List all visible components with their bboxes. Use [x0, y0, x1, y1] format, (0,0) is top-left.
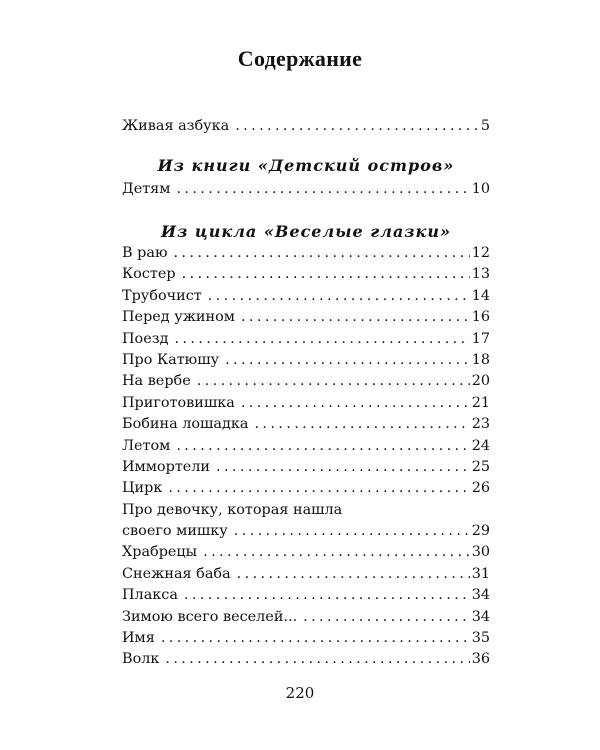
- entry-title: Имя: [122, 630, 155, 647]
- entry-page: 34: [471, 587, 490, 604]
- toc-entry: [122, 243, 490, 264]
- dot-leader: [182, 264, 470, 285]
- dot-leader: [235, 116, 479, 137]
- toc-entry: [122, 585, 490, 606]
- dot-leader: [225, 350, 470, 371]
- dot-leader: [176, 179, 469, 200]
- entry-page: 30: [471, 544, 490, 561]
- entry-page: 31: [471, 565, 490, 582]
- dot-leader: [168, 478, 469, 499]
- section-entries: [122, 243, 490, 671]
- entry-page: 18: [471, 351, 490, 368]
- entry-title: Летом: [122, 437, 171, 454]
- entry-page: 17: [471, 330, 490, 347]
- toc-entry: [122, 436, 490, 457]
- entry-title: Иммортели: [122, 458, 211, 475]
- toc-entry: [122, 542, 490, 563]
- page-number: 220: [285, 684, 315, 702]
- entry-title: Снежная баба: [122, 565, 231, 582]
- toc-entry: [122, 371, 490, 392]
- entry-title: своего мишку: [122, 523, 228, 540]
- toc-entry: [122, 307, 490, 328]
- toc-entry: [122, 521, 490, 542]
- entry-page: 26: [471, 480, 490, 497]
- entry-page: 5: [480, 118, 490, 134]
- dot-leader: [174, 329, 469, 350]
- entry-page: 29: [471, 523, 490, 540]
- dot-leader: [237, 564, 470, 585]
- entry-page: 36: [471, 651, 490, 668]
- entry-title: Цирк: [122, 480, 163, 497]
- entry-title: Зимою всего веселей...: [122, 608, 298, 625]
- toc-entry: [122, 286, 490, 307]
- toc-entry: [122, 414, 490, 435]
- toc-entry: [122, 564, 490, 585]
- toc-entry: [122, 329, 490, 350]
- section-entries: [122, 179, 490, 200]
- entry-page: 14: [471, 287, 490, 304]
- toc-entry: [122, 264, 490, 285]
- entry-title: Трубочист: [122, 287, 202, 304]
- entry-title: Бобина лошадка: [122, 416, 249, 433]
- toc-entry-group: [122, 116, 490, 137]
- entry-page: 25: [471, 458, 490, 475]
- entry-title: Перед ужином: [122, 309, 235, 326]
- entry-title: Приготовишка: [122, 394, 235, 411]
- entry-title: Плакса: [122, 587, 178, 604]
- entry-page: 23: [471, 416, 490, 433]
- dot-leader: [161, 628, 470, 649]
- entry-page: 21: [471, 394, 490, 411]
- toc-entry: [122, 649, 490, 670]
- toc-entry: [122, 116, 490, 137]
- entry-title: Храбрецы: [122, 544, 198, 561]
- dot-leader: [176, 436, 469, 457]
- dot-leader: [234, 521, 470, 542]
- toc-entry: [122, 478, 490, 499]
- dot-leader: [303, 607, 470, 628]
- entry-page: 16: [471, 309, 490, 326]
- dot-leader: [254, 414, 469, 435]
- entry-title: На вербе: [122, 373, 191, 390]
- dot-leader: [216, 457, 470, 478]
- entry-page: 13: [471, 266, 490, 283]
- dot-leader: [184, 585, 470, 606]
- page-title: Содержание: [237, 46, 363, 71]
- dot-leader: [208, 286, 470, 307]
- entry-title: Живая азбука: [122, 118, 230, 134]
- entry-title: В раю: [122, 245, 168, 261]
- toc-entry: [122, 628, 490, 649]
- entry-title: Про Катюшу: [122, 351, 220, 368]
- entry-page: 12: [471, 245, 490, 261]
- entry-page: 34: [471, 608, 490, 625]
- toc-entry: [122, 350, 490, 371]
- dot-leader: [241, 307, 470, 328]
- entry-page: 20: [471, 373, 490, 390]
- dot-leader: [203, 542, 470, 563]
- entry-title-line1: Про девочку, которая нашла: [122, 501, 343, 518]
- toc-entry: [122, 607, 490, 628]
- entry-title: Детям: [122, 181, 171, 197]
- entry-title: Поезд: [122, 330, 169, 347]
- section-heading: Из книги «Детский остров»: [157, 156, 455, 175]
- entry-title: Костер: [122, 266, 176, 283]
- section-heading: Из цикла «Веселые глазки»: [161, 222, 451, 241]
- entry-page: 35: [471, 630, 490, 647]
- entry-title: Волк: [122, 651, 160, 668]
- entry-page: 10: [471, 181, 490, 197]
- toc-entry: [122, 179, 490, 200]
- dot-leader: [165, 649, 469, 670]
- dot-leader: [197, 371, 470, 392]
- dot-leader: [173, 243, 469, 264]
- entry-page: 24: [471, 437, 490, 454]
- toc-entry: [122, 457, 490, 478]
- dot-leader: [241, 393, 470, 414]
- toc-entry-line: [122, 500, 490, 521]
- toc-entry: [122, 393, 490, 414]
